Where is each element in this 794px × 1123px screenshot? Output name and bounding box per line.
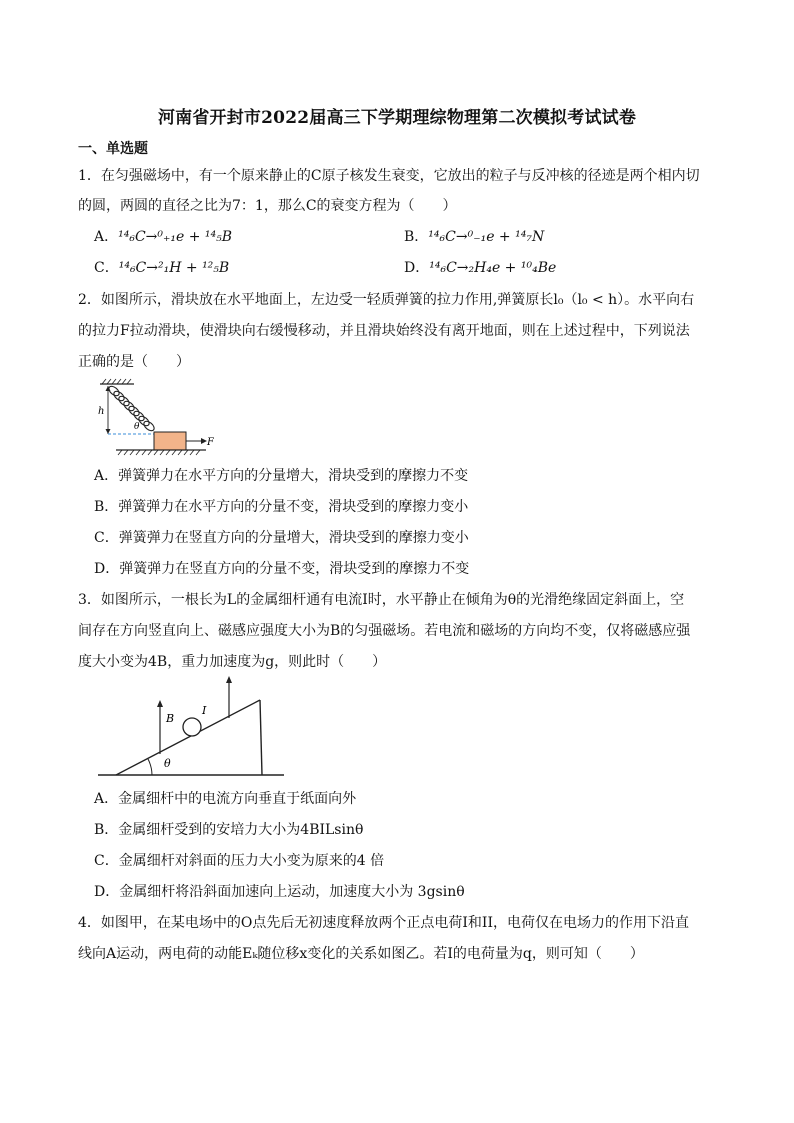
q1-stem-line2: 的圆，两圆的直径之比为7：1，那么C的衰变方程为（ ） — [78, 198, 457, 214]
q1-option-b-equation: ¹⁴₆C→⁰₋₁e + ¹⁴₇N — [428, 229, 545, 245]
spring-coils — [107, 384, 156, 432]
i-label: I — [202, 704, 207, 717]
q3-stem-line3: 度大小变为4B，重力加速度为g，则此时（ ） — [78, 654, 387, 670]
q1-option-b[interactable] — [404, 227, 544, 247]
section-heading: 一、单选题 — [78, 141, 148, 157]
q1-option-c-label: C． — [94, 260, 119, 276]
slider-block — [154, 432, 186, 450]
q3-option-c[interactable]: C．金属细杆对斜面的压力大小变为原来的4 倍 — [94, 853, 385, 869]
h-label: h — [98, 406, 105, 417]
q2-spring-figure — [94, 378, 214, 458]
q1-option-a-label: A． — [94, 229, 119, 245]
q1-option-d-label: D． — [404, 260, 430, 276]
q1-option-a-equation: ¹⁴₆C→⁰₊₁e + ¹⁴₅B — [118, 229, 233, 245]
q4-stem-line1: 4．如图甲，在某电场中的O点先后无初速度释放两个正点电荷I和II，电荷仅在电场力的作用下沿直 — [78, 915, 689, 931]
q4-stem-line2: 线向A运动，两电荷的动能Eₖ随位移x变化的关系如图乙。若I的电荷量为q，则可知（ ） — [78, 946, 644, 962]
q1-option-a[interactable] — [94, 227, 232, 247]
q2-option-b[interactable]: B．弹簧弹力在水平方向的分量不变，滑块受到的摩擦力变小 — [94, 499, 469, 515]
q2-option-d[interactable]: D．弹簧弹力在竖直方向的分量不变，滑块受到的摩擦力不变 — [94, 561, 470, 577]
q2-stem-line3: 正确的是（ ） — [78, 354, 190, 370]
q2-option-a[interactable]: A．弹簧弹力在水平方向的分量增大，滑块受到的摩擦力不变 — [94, 468, 469, 484]
theta-label: θ — [164, 757, 171, 770]
q2-stem-line2: 的拉力F拉动滑块，使滑块向右缓慢移动，并且滑块始终没有离开地面，则在上述过程中，下列说法 — [78, 323, 690, 339]
q3-stem-line1: 3．如图所示，一根长为L的金属细杆通有电流I时，水平静止在倾角为θ的光滑绝缘固定斜面上，空 — [78, 592, 685, 608]
q2-option-c[interactable]: C．弹簧弹力在竖直方向的分量增大，滑块受到的摩擦力变小 — [94, 530, 469, 546]
b-label: B — [166, 712, 175, 725]
rod-cross-section — [183, 718, 201, 736]
q3-option-b[interactable]: B．金属细杆受到的安培力大小为4BILsinθ — [94, 822, 364, 838]
q1-option-c[interactable] — [94, 258, 229, 278]
q2-stem-line1: 2．如图所示，滑块放在水平地面上，左边受一轻质弹簧的拉力作用,弹簧原长l₀（l₀ < h）。水平向右 — [78, 292, 695, 308]
q3-incline-figure — [98, 676, 288, 780]
q3-option-a[interactable]: A．金属细杆中的电流方向垂直于纸面向外 — [94, 791, 357, 807]
q1-stem-line1: 1．在匀强磁场中，有一个原来静止的C原子核发生衰变，它放出的粒子与反冲核的径迹是两个相内切 — [78, 168, 700, 184]
q1-option-c-equation: ¹⁴₆C→²₁H + ¹²₅B — [118, 260, 230, 276]
q1-option-b-label: B． — [404, 229, 429, 245]
q1-option-d-equation: ¹⁴₆C→₂H₄e + ¹⁰₄Be — [429, 260, 557, 276]
f-label: F — [207, 437, 214, 448]
q1-option-d[interactable] — [404, 258, 556, 278]
q3-option-d[interactable]: D．金属细杆将沿斜面加速向上运动，加速度大小为 3gsinθ — [94, 884, 465, 900]
page-title: 河南省开封市2022届高三下学期理综物理第二次模拟考试试卷 — [157, 108, 637, 128]
q3-stem-line2: 间存在方向竖直向上、磁感应强度大小为B的匀强磁场。若电流和磁场的方向均不变，仅将磁感应强 — [78, 623, 691, 639]
theta-label: θ — [134, 422, 140, 432]
